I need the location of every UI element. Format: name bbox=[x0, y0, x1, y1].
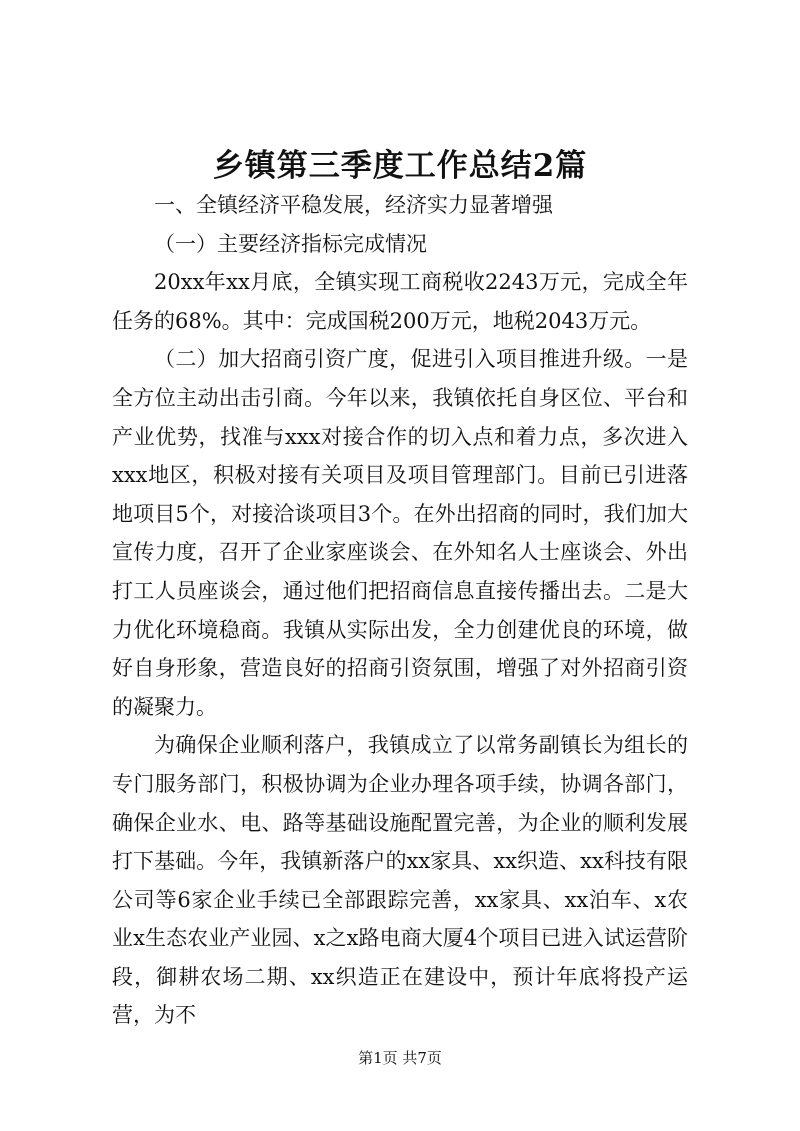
body-paragraph: （二）加大招商引资广度，促进引入项目推进升级。一是全方位主动出击引商。今年以来，我镇依托自身区位、平台和产业优势，找准与xxx对接合作的切入点和着力点，多次进入xxx地区，积极对接有关项目及项目管理部门。目前已引进落地项目5个，对接洽谈项目3个。在外出招商的同时，我们加大宣传力度，召开了企业家座谈会、在外知名人士座谈会、外出打工人员座谈会，通过他们把招商信息直接传播出去。二是大力优化环境稳商。我镇从实际出发，全力创建优良的环境，做好自身形象，营造良好的招商引资氛围，增强了对外招商引资的凝聚力。 bbox=[112, 347, 688, 719]
body-paragraph: 20xx年xx月底，全镇实现工商税收2243万元，完成全年任务的68%。其中：完成国税200万元，地税2043万元。 bbox=[112, 270, 688, 333]
page-footer: 第1页 共7页 bbox=[358, 1049, 442, 1067]
body-paragraph: 为确保企业顺利落户，我镇成立了以常务副镇长为组长的专门服务部门，积极协调为企业办理各项手续，协调各部门，确保企业水、电、路等基础设施配置完善，为企业的顺利发展打下基础。今年，我镇新落户的xx家具、xx织造、xx科技有限公司等6家企业手续已全部跟踪完善，xx家具、xx泊车、x农业x生态农业产业园、x之x路电商大厦4个项目已进入试运营阶段，御耕农场二期、xx织造正在建设中，预计年底将投产运营，为不 bbox=[112, 733, 688, 1028]
subsection-heading: （一）主要经济指标完成情况 bbox=[154, 231, 427, 256]
document-body bbox=[112, 186, 688, 1035]
section-heading: 一、全镇经济平稳发展，经济实力显著增强 bbox=[154, 193, 553, 217]
document-title: 乡镇第三季度工作总结2篇 bbox=[212, 148, 588, 184]
